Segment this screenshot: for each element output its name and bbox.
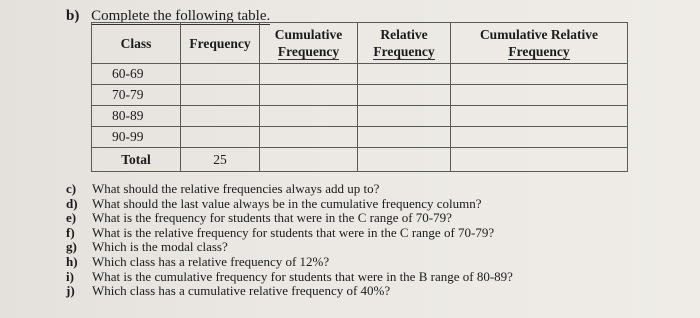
cumulative-relative-frequency-cell bbox=[451, 106, 628, 127]
cumulative-relative-frequency-cell bbox=[451, 85, 628, 106]
relative-frequency-cell bbox=[358, 106, 451, 127]
question-item bbox=[66, 182, 513, 197]
total-frequency-cell: 25 bbox=[181, 148, 260, 172]
question-item bbox=[66, 197, 513, 212]
cumulative-relative-frequency-cell bbox=[451, 148, 628, 172]
question-item bbox=[66, 270, 513, 285]
class-cell: 80-89 bbox=[92, 106, 181, 127]
table-row bbox=[92, 106, 628, 127]
relative-frequency-cell bbox=[358, 64, 451, 85]
question-letter: d) bbox=[66, 195, 78, 211]
table-row bbox=[92, 85, 628, 106]
header-cumulative-frequency bbox=[260, 23, 358, 64]
question-letter: e) bbox=[66, 210, 77, 226]
question-text: Which class has a cumulative relative frequency of 40%? bbox=[92, 283, 391, 299]
header-relative-frequency bbox=[358, 23, 451, 64]
question-text: What should the relative frequencies always add up to? bbox=[92, 181, 380, 196]
question-item bbox=[66, 284, 513, 299]
question-letter: h) bbox=[66, 253, 78, 269]
header-cumulative-relative-frequency bbox=[451, 23, 628, 64]
header-relative-line2: Frequency bbox=[373, 44, 435, 59]
question-item bbox=[66, 240, 513, 255]
table-row bbox=[92, 64, 628, 85]
header-class bbox=[92, 23, 181, 64]
question-letter: f) bbox=[66, 224, 75, 240]
question-item bbox=[66, 211, 513, 226]
total-label-cell: Total bbox=[92, 148, 181, 172]
relative-frequency-cell bbox=[358, 85, 451, 106]
question-item bbox=[66, 226, 513, 241]
question-letter: g) bbox=[66, 239, 77, 255]
cumulative-relative-frequency-cell bbox=[451, 127, 628, 148]
cumulative-frequency-cell bbox=[260, 106, 358, 127]
question-text: Which is the modal class? bbox=[92, 239, 228, 255]
question-letter: i) bbox=[66, 268, 74, 284]
header-class-text: Class bbox=[120, 35, 152, 51]
class-cell: 70-79 bbox=[92, 85, 181, 106]
relative-frequency-cell bbox=[358, 127, 451, 148]
cumulative-frequency-cell bbox=[260, 148, 358, 172]
relative-frequency-cell bbox=[358, 148, 451, 172]
frequency-cell bbox=[181, 127, 260, 148]
header-frequency bbox=[181, 23, 260, 64]
question-text: What should the last value always be in the cumulative frequency column? bbox=[92, 195, 482, 211]
table-row bbox=[92, 127, 628, 148]
cumulative-frequency-cell bbox=[260, 85, 358, 106]
question-text: Which class has a relative frequency of 12%? bbox=[92, 253, 330, 269]
header-cumulative-line1: Cumulative bbox=[274, 27, 343, 42]
class-cell: 90-99 bbox=[92, 127, 181, 148]
header-cumulative-line2: Frequency bbox=[277, 44, 340, 59]
table-header-row bbox=[92, 23, 628, 64]
part-b-label: b) bbox=[66, 8, 80, 24]
question-text: What is the cumulative frequency for students that were in the B range of 80-89? bbox=[92, 268, 513, 284]
question-text: What is the frequency for students that were in the C range of 70-79? bbox=[92, 210, 452, 226]
class-cell: 60-69 bbox=[92, 64, 181, 85]
header-frequency-text: Frequency bbox=[189, 35, 251, 51]
question-item bbox=[66, 255, 513, 270]
table-total-row bbox=[92, 148, 628, 172]
question-letter: j) bbox=[66, 283, 75, 299]
header-cumrel-line2: Frequency bbox=[508, 44, 570, 59]
header-cumrel-line1: Cumulative Relative bbox=[479, 27, 599, 42]
cumulative-frequency-cell bbox=[260, 64, 358, 85]
cumulative-relative-frequency-cell bbox=[451, 64, 628, 85]
part-b-title: Complete the following table. bbox=[91, 8, 271, 24]
frequency-cell bbox=[181, 85, 260, 106]
frequency-cell bbox=[181, 64, 260, 85]
header-relative-line1: Relative bbox=[380, 27, 428, 42]
cumulative-frequency-cell bbox=[260, 127, 358, 148]
frequency-table bbox=[91, 22, 628, 172]
question-letter: c) bbox=[66, 181, 77, 196]
frequency-cell bbox=[181, 106, 260, 127]
question-text: What is the relative frequency for students that were in the C range of 70-79? bbox=[92, 224, 495, 240]
question-list bbox=[66, 182, 513, 299]
